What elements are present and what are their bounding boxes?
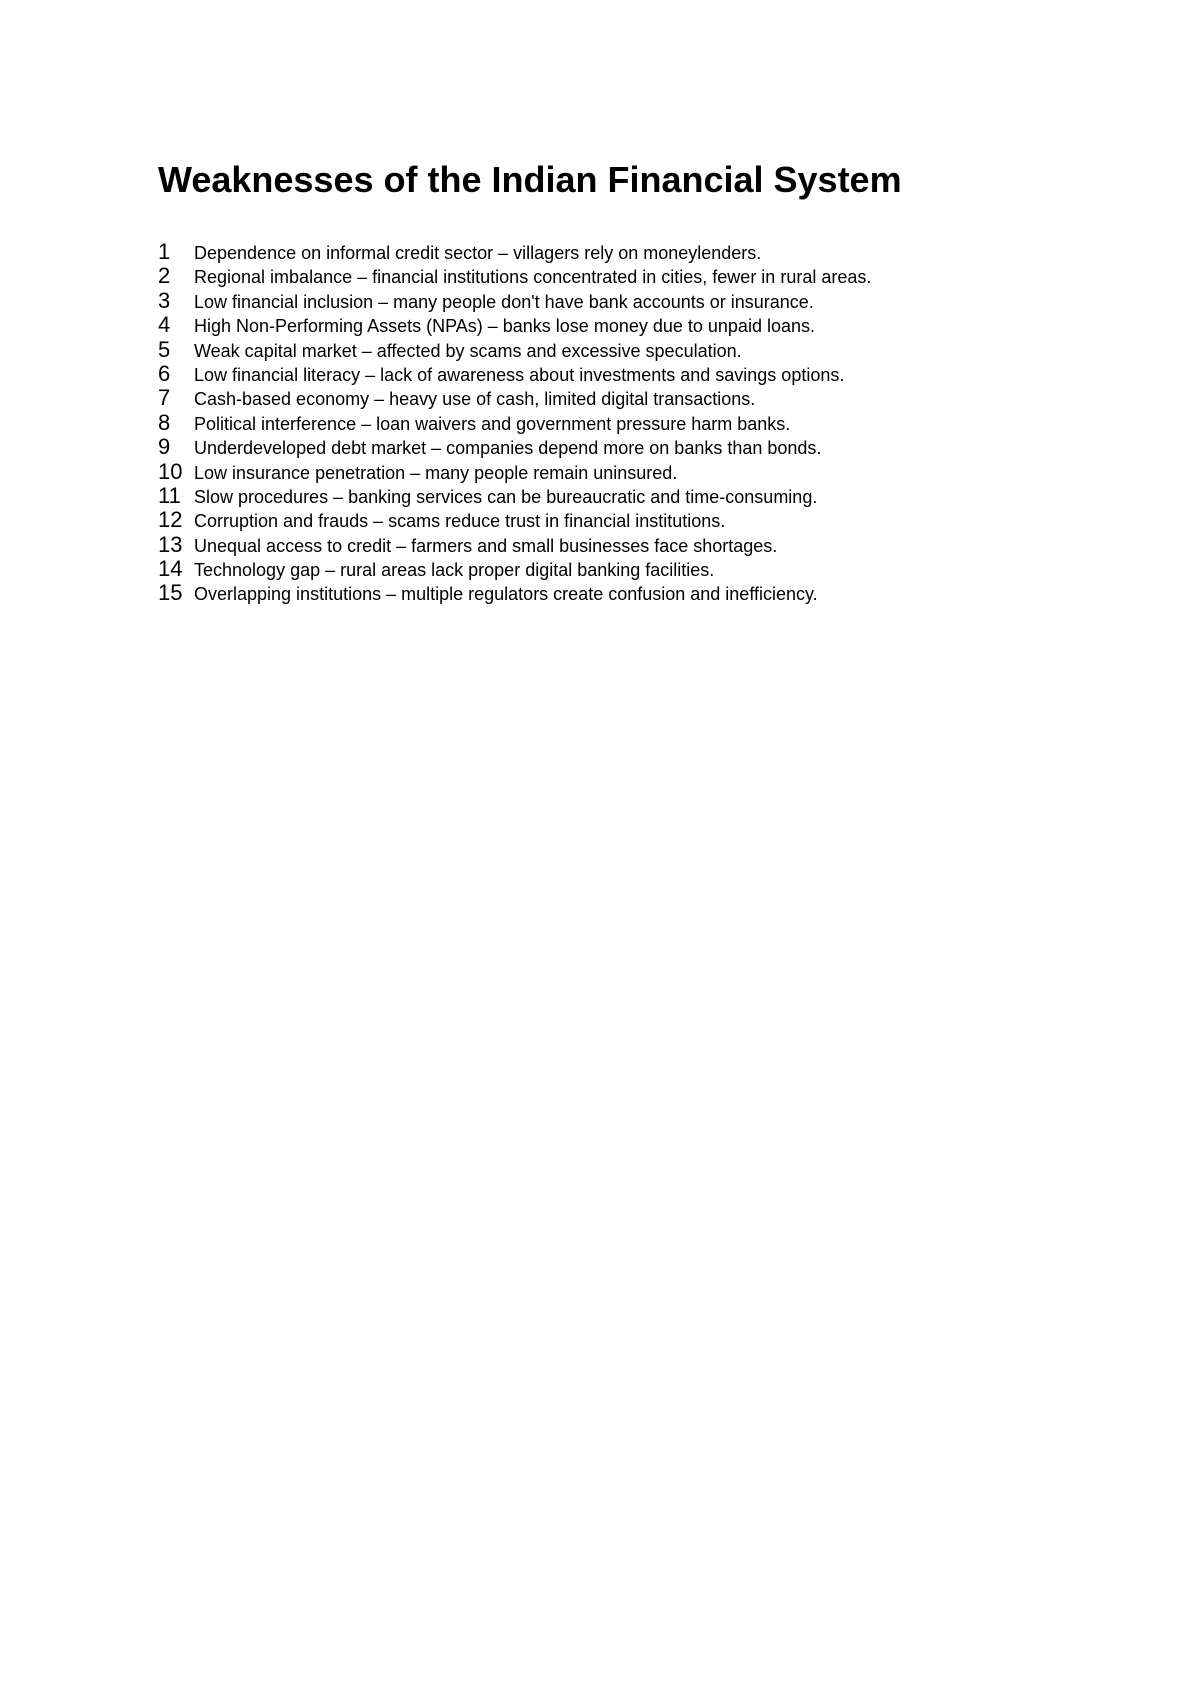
page-title: Weaknesses of the Indian Financial System bbox=[158, 159, 902, 200]
item-number: 10 bbox=[158, 458, 183, 484]
list-item bbox=[158, 362, 871, 386]
item-number: 4 bbox=[158, 312, 171, 338]
item-text: Slow procedures – banking services can be bureaucratic and time-consuming. bbox=[194, 486, 818, 507]
weakness-list bbox=[158, 240, 871, 606]
item-number: 1 bbox=[158, 239, 171, 264]
list-item bbox=[158, 411, 871, 435]
list-item bbox=[158, 581, 871, 605]
item-number: 9 bbox=[158, 434, 171, 460]
item-text: Low insurance penetration – many people remain uninsured. bbox=[194, 462, 678, 483]
list-item bbox=[158, 460, 871, 484]
list-item bbox=[158, 533, 871, 557]
item-text: Corruption and frauds – scams reduce trust in financial institutions. bbox=[194, 511, 726, 532]
item-number: 12 bbox=[158, 507, 183, 533]
item-text: Weak capital market – affected by scams and excessive speculation. bbox=[194, 340, 742, 361]
item-number: 7 bbox=[158, 385, 171, 411]
list-item bbox=[158, 435, 871, 459]
item-text: Overlapping institutions – multiple regulators create confusion and inefficiency. bbox=[194, 584, 818, 605]
item-text: Regional imbalance – financial institutions concentrated in cities, fewer in rural areas. bbox=[194, 267, 872, 288]
item-text: Unequal access to credit – farmers and small businesses face shortages. bbox=[194, 535, 778, 556]
list-item bbox=[158, 313, 871, 337]
item-number: 13 bbox=[158, 531, 183, 557]
item-text: High Non-Performing Assets (NPAs) – banks lose money due to unpaid loans. bbox=[194, 316, 815, 337]
item-text: Technology gap – rural areas lack proper digital banking facilities. bbox=[194, 560, 715, 581]
list-item bbox=[158, 264, 871, 288]
list-item bbox=[158, 508, 871, 532]
item-text: Low financial literacy – lack of awareness about investments and savings options. bbox=[194, 364, 845, 385]
item-number: 15 bbox=[158, 580, 183, 606]
item-text: Political interference – loan waivers and government pressure harm banks. bbox=[194, 413, 791, 434]
item-text: Low financial inclusion – many people don't have bank accounts or insurance. bbox=[194, 291, 814, 312]
item-number: 14 bbox=[158, 556, 183, 582]
list-item bbox=[158, 289, 871, 313]
item-number: 3 bbox=[158, 287, 171, 313]
list-item bbox=[158, 484, 871, 508]
item-text: Dependence on informal credit sector – villagers rely on moneylenders. bbox=[194, 243, 762, 263]
list-item bbox=[158, 557, 871, 581]
list-item bbox=[158, 386, 871, 410]
item-text: Cash-based economy – heavy use of cash, limited digital transactions. bbox=[194, 389, 756, 410]
item-number: 2 bbox=[158, 263, 171, 289]
item-number: 5 bbox=[158, 336, 171, 362]
item-number: 11 bbox=[158, 482, 181, 508]
list-item bbox=[158, 338, 871, 362]
item-text: Underdeveloped debt market – companies depend more on banks than bonds. bbox=[194, 438, 822, 459]
item-number: 6 bbox=[158, 360, 171, 386]
item-number: 8 bbox=[158, 409, 171, 435]
list-item bbox=[158, 240, 871, 264]
